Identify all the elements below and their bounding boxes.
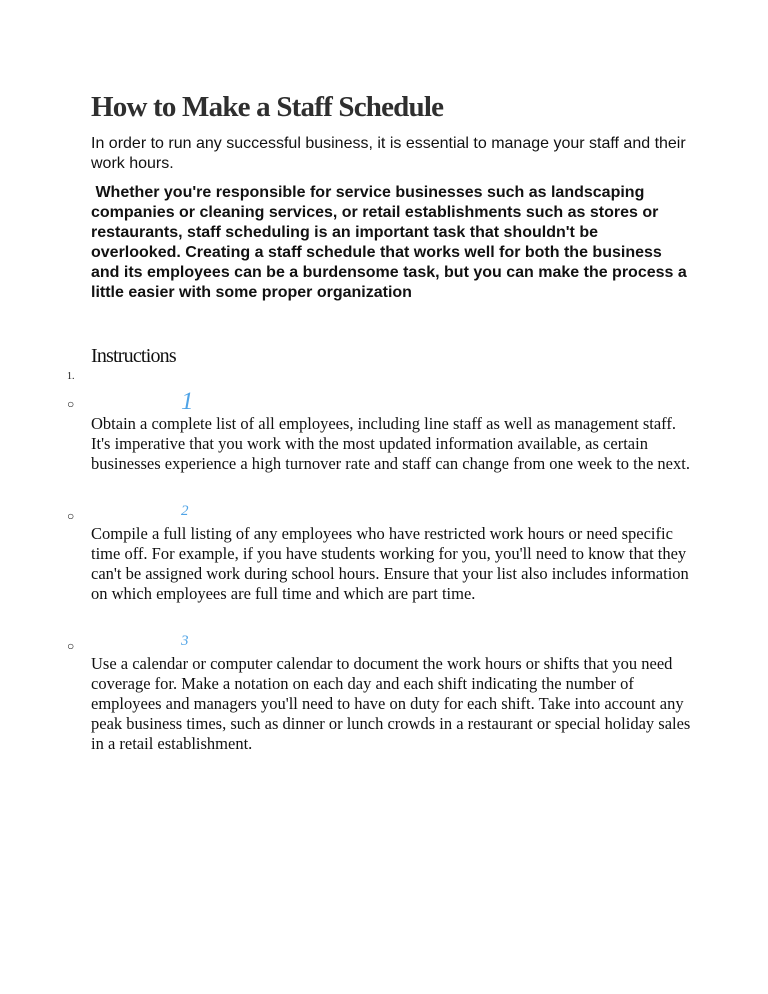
step-1-number: 1 [181,388,194,415]
step-2-number: 2 [181,503,189,519]
step-1-text: Obtain a complete list of all employees, including line staff as well as management staff. It's imperative that you work with the most updated information available, as certain businesses experience a high turnover rate and staff can change from one week to the next. [91,414,690,473]
step-3-number: 3 [181,633,189,649]
ordered-list-marker: 1. [67,371,75,382]
step-3-text: Use a calendar or computer calendar to document the work hours or shifts that you need coverage for. Make a notation on each day and each shift indicating the number of employees and managers you'll need to have on duty for each shift. Take into account any peak business times, such as dinner or lunch crowds in a restaurant or special holiday sales in a retail establishment. [91,654,691,753]
instructions-heading: Instructions [91,345,176,367]
page-title: How to Make a Staff Schedule [91,91,444,123]
intro-paragraph: In order to run any successful business, it is essential to manage your staff and their work hours. [91,135,686,172]
step-1-bullet-icon: ○ [67,397,75,411]
lead-paragraph: Whether you're responsible for service businesses such as landscaping companies or cleaning services, or retail establishments such as stores or restaurants, staff scheduling is an important task that shouldn't be overlooked. Creating a staff schedule that works well for both the business and its employees can be a burdensome task, but you can make the process a little easier with some proper organization [91,184,692,301]
step-3-bullet-icon: ○ [67,639,75,653]
step-2-text: Compile a full listing of any employees who have restricted work hours or need specific time off. For example, if you have students working for you, you'll need to know that they can't be assigned work during school hours. Ensure that your list also includes information on which employees are full time and which are part time. [91,524,689,603]
step-2-bullet-icon: ○ [67,509,75,523]
